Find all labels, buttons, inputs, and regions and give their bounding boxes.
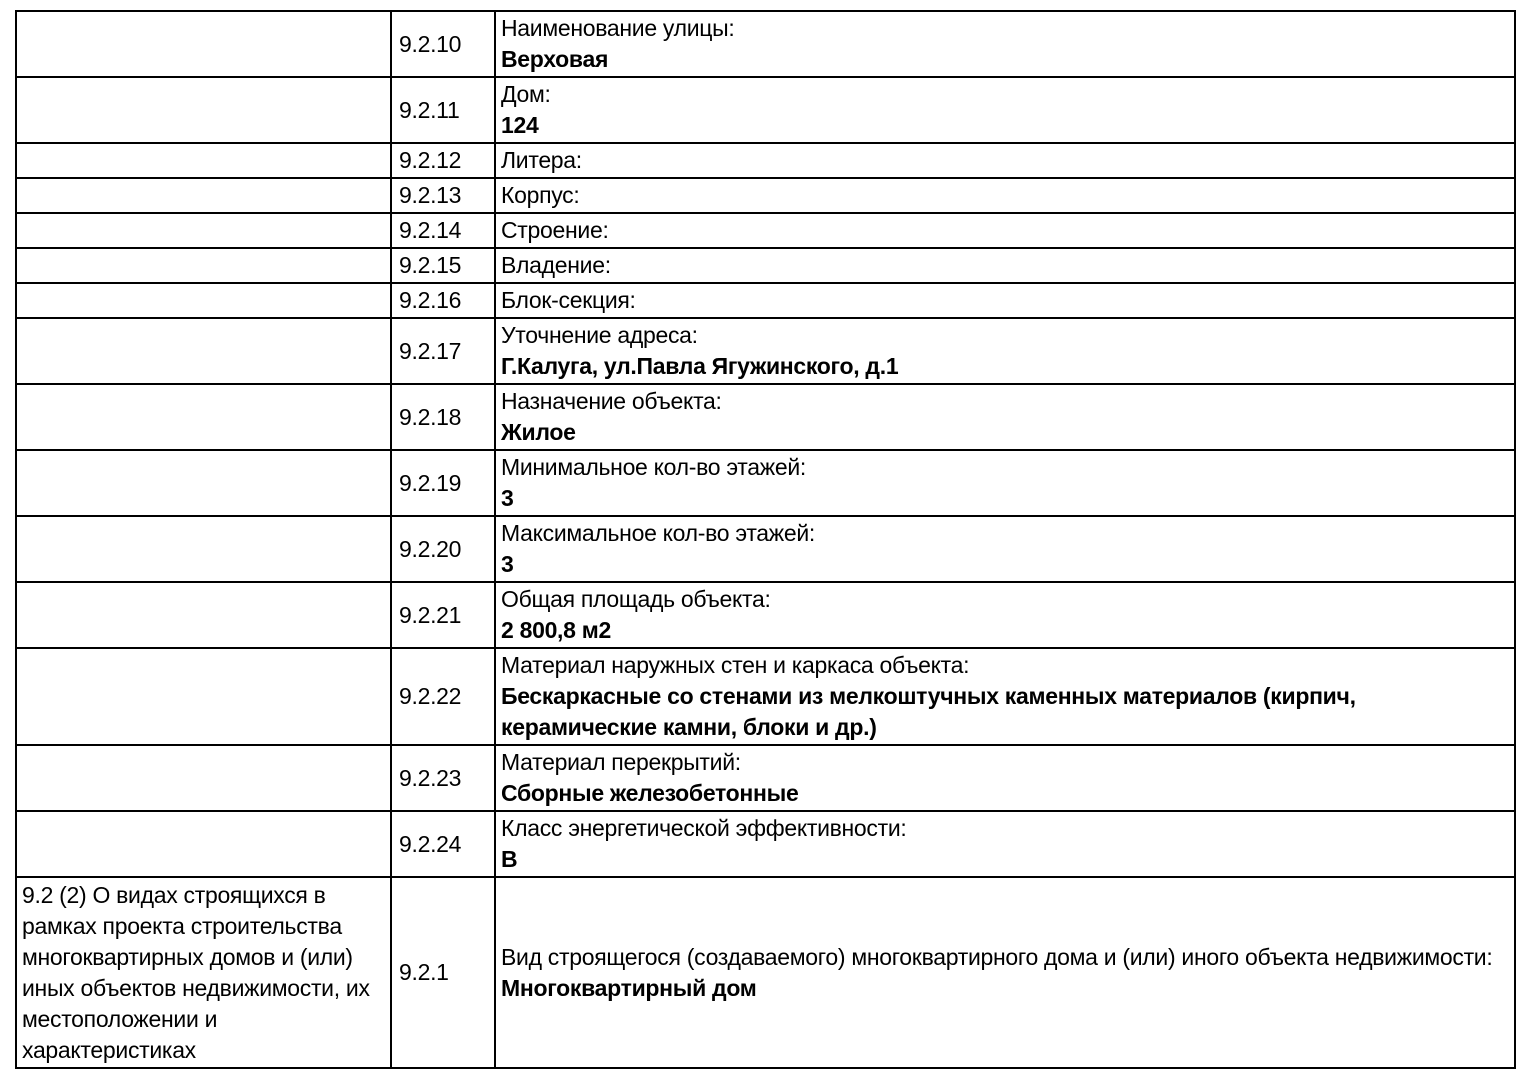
table-row [16, 384, 1515, 450]
row-code: 9.2.19 [399, 469, 462, 496]
field-label: Блок-секция: [501, 287, 636, 313]
section-cell [16, 283, 391, 318]
content-cell [495, 582, 1515, 648]
content-cell [495, 877, 1515, 1068]
section-cell [16, 745, 391, 811]
content-cell [495, 143, 1515, 178]
field-value: Сборные железобетонные [501, 780, 799, 806]
field-label: Максимальное кол-во этажей: [501, 520, 816, 546]
field-label: Материал перекрытий: [501, 749, 741, 775]
section-cell [16, 248, 391, 283]
content-cell [495, 283, 1515, 318]
content-cell [495, 450, 1515, 516]
section-cell [16, 178, 391, 213]
table-row [16, 877, 1515, 1068]
field-label: Строение: [501, 217, 609, 243]
row-code: 9.2.20 [399, 535, 462, 562]
code-cell [391, 384, 495, 450]
table-row [16, 516, 1515, 582]
row-code: 9.2.11 [399, 96, 460, 123]
content-cell [495, 384, 1515, 450]
code-cell [391, 648, 495, 745]
field-label: Класс энергетической эффективности: [501, 815, 907, 841]
code-cell [391, 77, 495, 143]
table-row [16, 143, 1515, 178]
content-cell [495, 178, 1515, 213]
field-label: Литера: [501, 147, 582, 173]
table-row [16, 318, 1515, 384]
table-row [16, 450, 1515, 516]
section-cell [16, 384, 391, 450]
field-value: Верховая [501, 46, 609, 72]
content-cell [495, 77, 1515, 143]
table-row [16, 283, 1515, 318]
section-cell [16, 318, 391, 384]
table-row [16, 178, 1515, 213]
row-code: 9.2.14 [399, 217, 462, 243]
row-code: 9.2.15 [399, 252, 462, 278]
content-cell [495, 248, 1515, 283]
row-code: 9.2.22 [399, 683, 462, 709]
field-value: В [501, 846, 518, 872]
row-code: 9.2.12 [399, 147, 462, 173]
field-value: Жилое [501, 419, 576, 445]
field-value: Многоквартирный дом [501, 974, 757, 1001]
content-cell [495, 745, 1515, 811]
field-label: Минимальное кол-во этажей: [501, 454, 806, 480]
code-cell [391, 248, 495, 283]
content-cell [495, 648, 1515, 745]
section-cell [16, 213, 391, 248]
field-value: 2 800,8 м2 [501, 617, 611, 643]
row-code: 9.2.21 [399, 601, 462, 628]
row-code: 9.2.23 [399, 764, 462, 791]
row-code: 9.2.1 [399, 959, 449, 985]
field-label: Назначение объекта: [501, 388, 722, 414]
table-row [16, 811, 1515, 877]
content-cell [495, 811, 1515, 877]
row-code: 9.2.18 [399, 403, 462, 430]
table-row [16, 213, 1515, 248]
code-cell [391, 582, 495, 648]
field-label: Корпус: [501, 182, 580, 208]
section-cell [16, 77, 391, 143]
table-body [16, 11, 1515, 1068]
section-cell [16, 582, 391, 648]
field-label: Вид строящегося (создаваемого) многоквартирного дома и (или) иного объекта недвижимости: [501, 943, 1493, 970]
code-cell [391, 516, 495, 582]
project-declaration-table [15, 10, 1516, 1069]
code-cell [391, 213, 495, 248]
section-cell [16, 516, 391, 582]
content-cell [495, 213, 1515, 248]
section-cell [16, 877, 391, 1068]
code-cell [391, 178, 495, 213]
field-value: 3 [501, 551, 514, 577]
row-code: 9.2.16 [399, 287, 462, 313]
table-row [16, 745, 1515, 811]
section-label: 9.2 (2) О видах строящихся в рамках проекта строительства многоквартирных домов и (или) иных объектов недвижимости, их местоположении и характеристиках [22, 882, 370, 1063]
section-cell [16, 648, 391, 745]
section-cell [16, 143, 391, 178]
code-cell [391, 318, 495, 384]
field-value: 3 [501, 485, 514, 511]
field-value: Г.Калуга, ул.Павла Ягужинского, д.1 [501, 353, 899, 379]
code-cell [391, 877, 495, 1068]
table-row [16, 248, 1515, 283]
code-cell [391, 283, 495, 318]
field-value: Бескаркасные со стенами из мелкоштучных каменных материалов (кирпич, керамические камни, блоки и др.) [501, 683, 1356, 740]
row-code: 9.2.10 [399, 30, 462, 57]
field-label: Владение: [501, 252, 611, 278]
table-row [16, 582, 1515, 648]
code-cell [391, 11, 495, 77]
code-cell [391, 811, 495, 877]
table-row [16, 11, 1515, 77]
code-cell [391, 450, 495, 516]
row-code: 9.2.24 [399, 830, 462, 857]
content-cell [495, 516, 1515, 582]
section-cell [16, 11, 391, 77]
section-cell [16, 450, 391, 516]
field-label: Дом: [501, 81, 551, 107]
content-cell [495, 318, 1515, 384]
row-code: 9.2.13 [399, 182, 462, 208]
section-cell [16, 811, 391, 877]
field-label: Общая площадь объекта: [501, 586, 771, 612]
row-code: 9.2.17 [399, 337, 462, 364]
field-value: 124 [501, 112, 539, 138]
content-cell [495, 11, 1515, 77]
code-cell [391, 745, 495, 811]
table-row [16, 77, 1515, 143]
field-label: Уточнение адреса: [501, 322, 698, 348]
table-row [16, 648, 1515, 745]
code-cell [391, 143, 495, 178]
field-label: Материал наружных стен и каркаса объекта: [501, 652, 970, 678]
field-label: Наименование улицы: [501, 15, 735, 41]
